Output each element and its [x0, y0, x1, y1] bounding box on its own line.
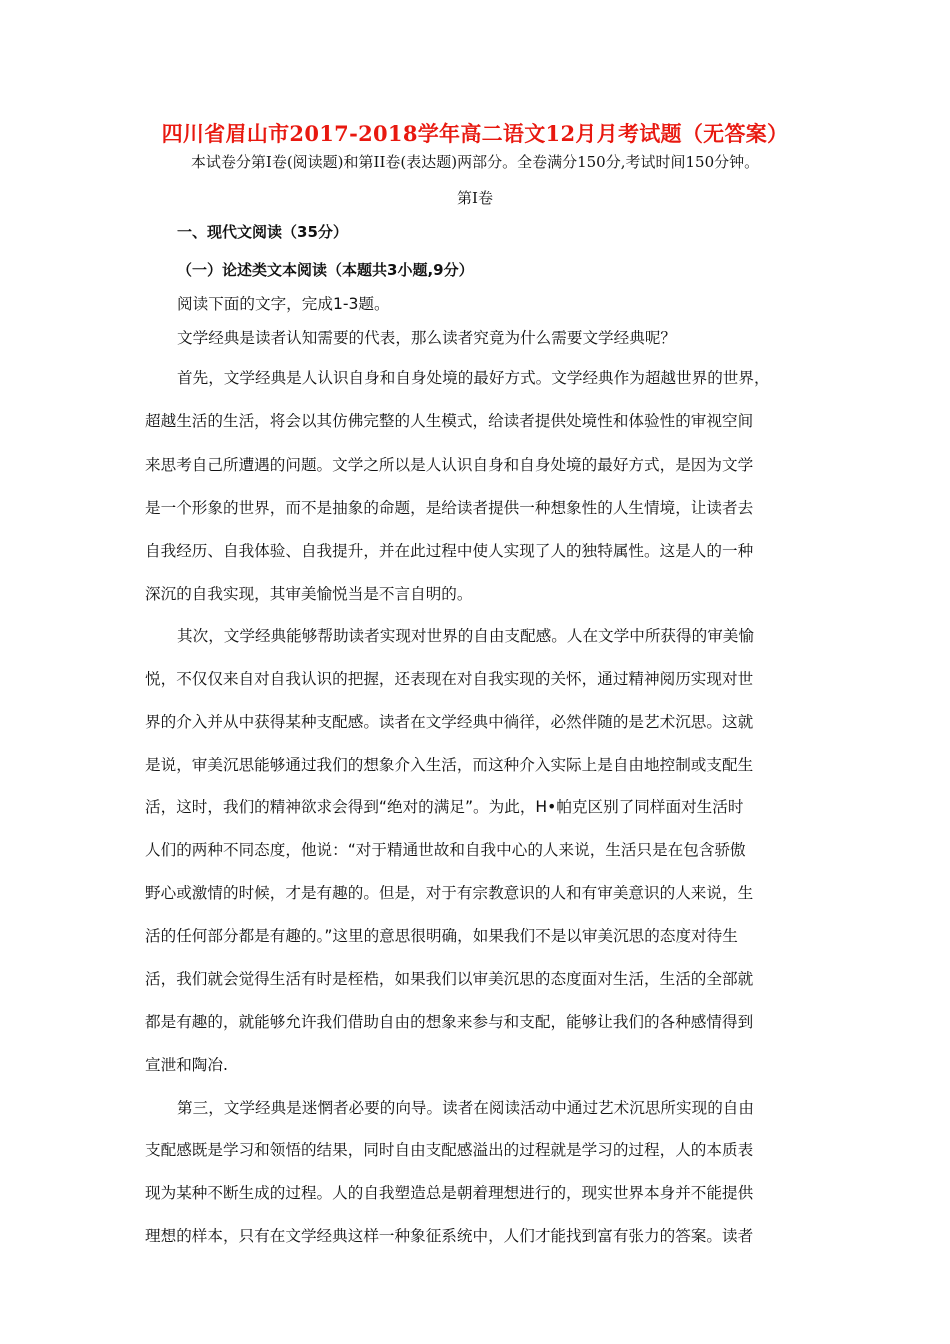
- passage-line: 支配感既是学习和领悟的结果，同时自由支配感溢出的过程就是学习的过程，人的本质表: [145, 1141, 754, 1159]
- passage-line: 来思考自己所遭遇的问题。文学之所以是人认识自身和自身处境的最好方式，是因为文学: [145, 456, 754, 474]
- passage-line: 自我经历、自我体验、自我提升，并在此过程中使人实现了人的独特属性。这是人的一种: [145, 542, 754, 560]
- passage-line: 人们的两种不同态度，他说：“对于精通世故和自我中心的人来说，生活只是在包含骄傲: [145, 841, 746, 859]
- passage-line: 界的介入并从中获得某种支配感。读者在文学经典中徜徉，必然伴随的是艺术沉思。这就: [145, 713, 754, 731]
- exam-intro: 本试卷分第I卷(阅读题)和第II卷(表达题)两部分。全卷满分150分,考试时间150分钟。: [190, 153, 760, 171]
- passage-line: 首先，文学经典是人认识自身和自身处境的最好方式。文学经典作为超越世界的世界，: [177, 369, 770, 387]
- passage-line: 是说，审美沉思能够通过我们的想象介入生活，而这种介入实际上是自由地控制或支配生: [145, 756, 754, 774]
- passage-line: 深沉的自我实现，其审美愉悦当是不言自明的。: [145, 585, 473, 603]
- passage-line: 是一个形象的世界，而不是抽象的命题，是给读者提供一种想象性的人生情境，让读者去: [145, 499, 754, 517]
- passage-line: 活，这时，我们的精神欲求会得到“绝对的满足”。为此，H•帕克区别了同样面对生活时: [145, 798, 744, 816]
- passage-line: 其次，文学经典能够帮助读者实现对世界的自由支配感。人在文学中所获得的审美愉: [177, 627, 754, 645]
- passage-line: 活，我们就会觉得生活有时是桎梏，如果我们以审美沉思的态度面对生活，生活的全部就: [145, 970, 754, 988]
- passage-line: 现为某种不断生成的过程。人的自我塑造总是朝着理想进行的，现实世界本身并不能提供: [145, 1184, 754, 1202]
- exam-title: 四川省眉山市2017-2018学年高二语文12月月考试题（无答案）: [161, 121, 789, 146]
- passage-line: 都是有趣的，就能够允许我们借助自由的想象来参与和支配，能够让我们的各种感情得到: [145, 1013, 754, 1031]
- subsection-heading: （一）论述类文本阅读（本题共3小题,9分）: [177, 261, 474, 279]
- passage-line: 理想的样本，只有在文学经典这样一种象征系统中，人们才能找到富有张力的答案。读者: [145, 1227, 754, 1245]
- passage-line: 宣泄和陶冶.: [145, 1056, 228, 1074]
- volume-heading: 第I卷: [457, 189, 493, 207]
- section-heading: 一、现代文阅读（35分）: [177, 223, 348, 241]
- passage-line: 文学经典是读者认知需要的代表，那么读者究竟为什么需要文学经典呢？: [177, 329, 677, 347]
- passage-line: 阅读下面的文字，完成1-3题。: [177, 295, 390, 313]
- passage-line: 野心或激情的时候，才是有趣的。但是，对于有宗教意识的人和有审美意识的人来说，生: [145, 884, 754, 902]
- passage-line: 悦，不仅仅来自对自我认识的把握，还表现在对自我实现的关怀，通过精神阅历实现对世: [145, 670, 754, 688]
- passage-line: 超越生活的生活，将会以其仿佛完整的人生模式，给读者提供处境性和体验性的审视空间: [145, 412, 754, 430]
- passage-line: 活的任何部分都是有趣的。”这里的意思很明确，如果我们不是以审美沉思的态度对待生: [145, 927, 738, 945]
- passage-line: 第三，文学经典是迷惘者必要的向导。读者在阅读活动中通过艺术沉思所实现的自由: [177, 1099, 754, 1117]
